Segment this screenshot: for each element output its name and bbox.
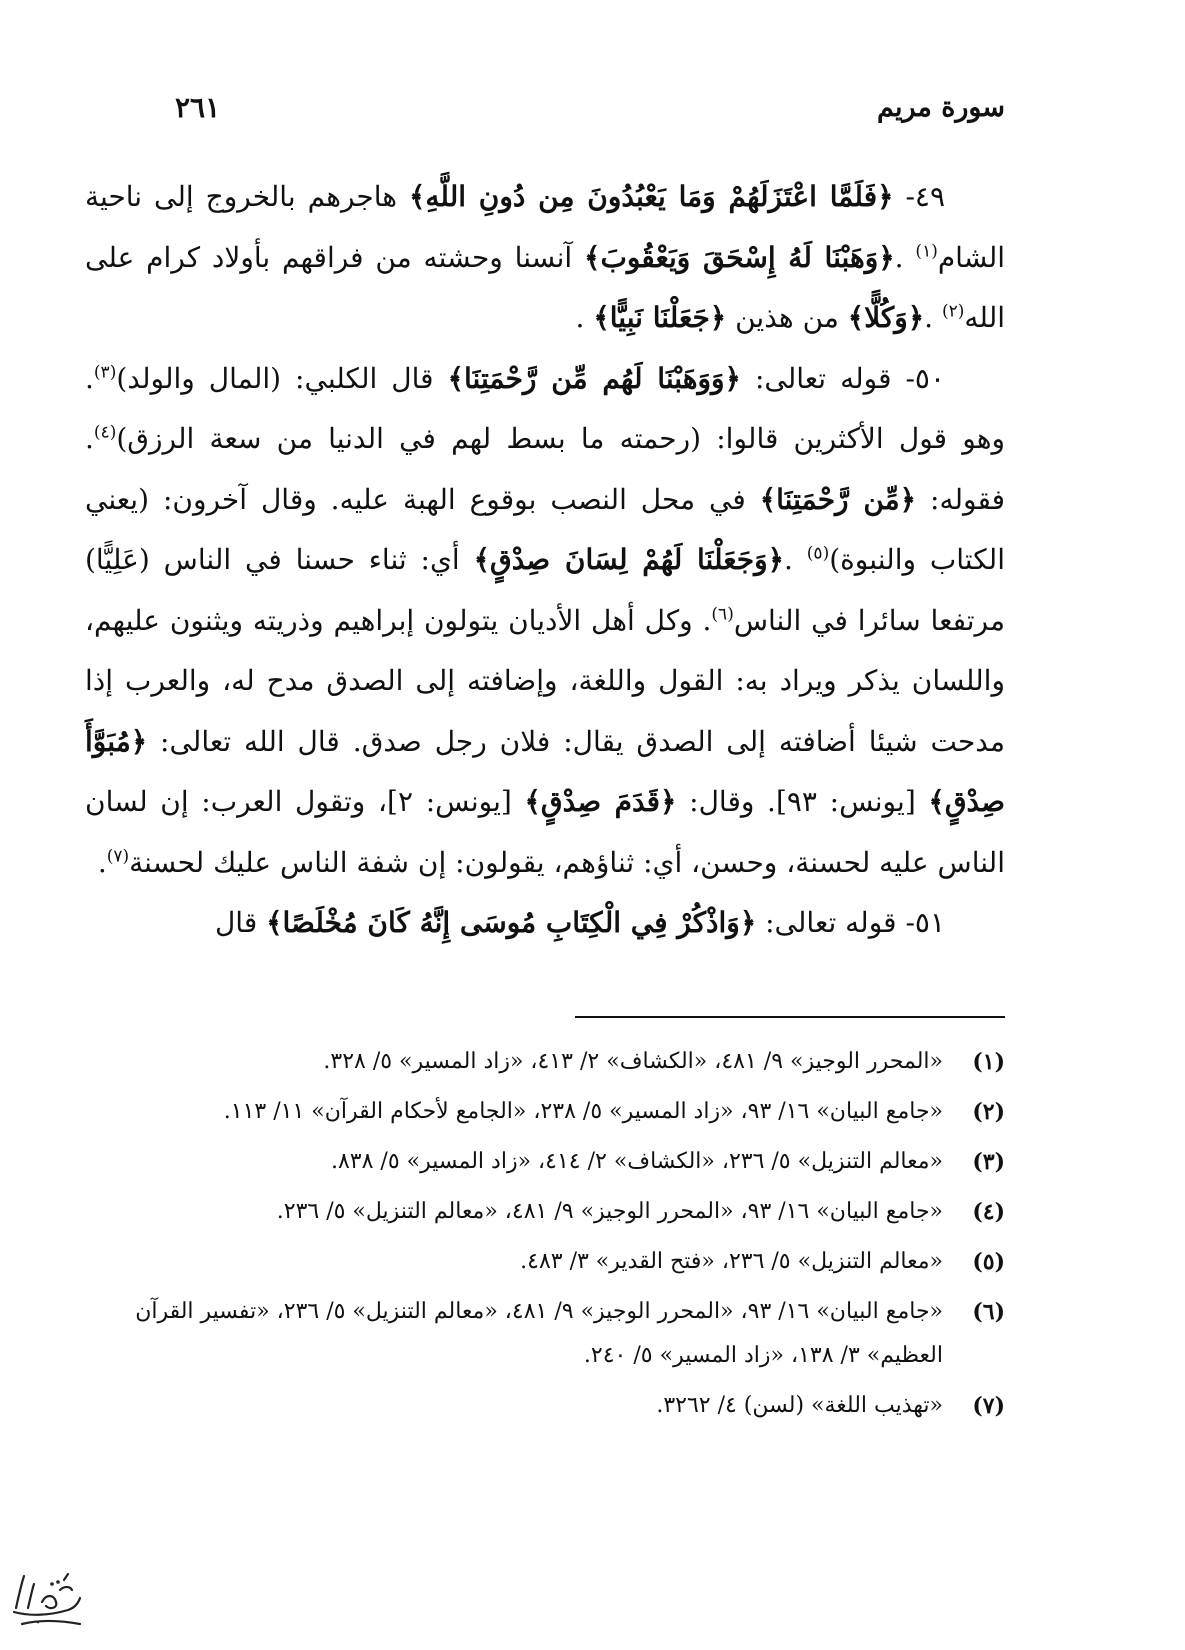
- footnote: [85, 1240, 1005, 1284]
- footnote-reference: (٥): [806, 543, 830, 564]
- footnote-number: (٦): [972, 1299, 1005, 1325]
- body-text: [85, 167, 1005, 954]
- footnote-number: (١): [972, 1049, 1005, 1075]
- quran-verse: ﴿جَعَلْنَا نَبِيًّا﴾: [593, 301, 727, 334]
- body-text-segment: .: [575, 301, 594, 334]
- footnote-reference: (٧): [106, 846, 130, 867]
- body-text-segment: .: [784, 543, 807, 576]
- footnote-text: «معالم التنزيل» ٥/ ٢٣٦، «فتح القدير» ٣/ ٤٨٣.: [520, 1249, 943, 1274]
- page-header: [175, 88, 1005, 134]
- footnotes-list: [85, 1040, 1005, 1434]
- quran-verse: ﴿وَهَبْنَا لَهُ إِسْحَقَ وَيَعْقُوبَ﴾: [584, 240, 895, 274]
- footnote-reference: (١): [915, 241, 938, 262]
- body-text-segment: . وهو قول الأكثرين قالوا: (رحمته ما بسط لهم في الدنيا من سعة الرزق): [85, 361, 1005, 455]
- body-text-segment: [يونس: ٩٣]. وقال:: [676, 785, 929, 818]
- footnote-text: «جامع البيان» ١٦/ ٩٣، «المحرر الوجيز» ٩/ ٤٨١، «معالم التنزيل» ٥/ ٢٣٦، «تفسير القرآن العظيم» ٣/ ١٣٨، «زاد المسير» ٥/ ٢٤٠.: [135, 1299, 943, 1368]
- footnote-reference: (٦): [711, 604, 734, 625]
- footnote-reference: (٤): [93, 422, 117, 443]
- footnote-number: (٥): [972, 1249, 1005, 1275]
- body-text-segment: آنسنا وحشته من فراقهم بأولاد كرام على الله: [85, 240, 1005, 334]
- quran-verse: ﴿وَكُلًّا﴾: [847, 301, 925, 334]
- footnote-text: «المحرر الوجيز» ٩/ ٤٨١، «الكشاف» ٢/ ٤١٣، «زاد المسير» ٥/ ٣٢٨.: [323, 1049, 943, 1074]
- footnote-text: «جامع البيان» ١٦/ ٩٣، «المحرر الوجيز» ٩/ ٤٨١، «معالم التنزيل» ٥/ ٢٣٦.: [276, 1199, 943, 1224]
- calligraphy-logo-icon: [8, 1560, 88, 1640]
- body-text-segment: . فقوله:: [85, 422, 1005, 516]
- footnote-reference: (٣): [93, 362, 117, 383]
- body-text-segment: .: [924, 301, 942, 334]
- quran-verse: ﴿وَجَعَلْنَا لَهُمْ لِسَانَ صِدْقٍ﴾: [473, 543, 784, 576]
- footnote-text: «تهذيب اللغة» (لسن) ٤/ ٣٢٦٢.: [656, 1393, 943, 1418]
- quran-verse: ﴿فَلَمَّا اعْتَزَلَهُمْ وَمَا يَعْبُدُونَ مِن دُونِ اللَّهِ﴾: [409, 180, 894, 213]
- footnote: [85, 1384, 1005, 1428]
- footnote-text: «جامع البيان» ١٦/ ٩٣، «زاد المسير» ٥/ ٢٣٨، «الجامع لأحكام القرآن» ١١/ ١١٣.: [223, 1099, 943, 1124]
- paragraph: [85, 893, 1005, 954]
- body-text-segment: قال: [214, 906, 267, 939]
- footnote-number: (٧): [972, 1393, 1005, 1419]
- footnote: [85, 1040, 1005, 1084]
- footnote-number: (٢): [972, 1099, 1005, 1125]
- body-text-segment: ٥٠- قوله تعالى:: [740, 361, 945, 395]
- footnote-number: (٤): [972, 1199, 1005, 1225]
- surah-title: سورة مريم: [877, 92, 1005, 123]
- footnote-number: (٣): [972, 1149, 1005, 1175]
- footnote-reference: (٢): [941, 301, 965, 322]
- footnote: [85, 1290, 1005, 1378]
- body-text-segment: أي: ثناء حسنا في الناس (عَلِيًّا) مرتفعا سائرا في الناس: [85, 543, 1005, 637]
- paragraph: [85, 167, 1005, 349]
- footnote-divider: [575, 1016, 1005, 1018]
- page-number: ٢٦١: [175, 91, 221, 124]
- body-text-segment: من هذين: [726, 301, 848, 334]
- paragraph: [85, 349, 1005, 894]
- footnote: [85, 1190, 1005, 1234]
- quran-verse: ﴿مُبَوَّأَ صِدْقٍ﴾: [85, 724, 1006, 818]
- footnote: [85, 1140, 1005, 1184]
- footnote: [85, 1090, 1005, 1134]
- footnote-text: «معالم التنزيل» ٥/ ٢٣٦، «الكشاف» ٢/ ٤١٤، «زاد المسير» ٥/ ٨٣٨.: [330, 1149, 943, 1174]
- body-text-segment: . وكل أهل الأديان يتولون إبراهيم وذريته ويثنون عليهم، واللسان يذكر ويراد به: القول واللغة، وإضافته إلى الصدق مدح له، والعرب إذا مدحت شيئا أضافته إلى الصدق يقال: فلان رجل صدق. قال الله تعالى:: [85, 603, 1005, 758]
- body-text-segment: .: [97, 845, 107, 879]
- body-text-segment: [يونس: ٢]، وتقول العرب: إن لسان الناس عليه لحسنة، وحسن، أي: ثناؤهم، يقولون: إن شفة الناس عليك لحسنة: [85, 785, 1005, 879]
- quran-verse: ﴿وَوَهَبْنَا لَهُم مِّن رَّحْمَتِنَا﴾: [447, 361, 741, 395]
- body-text-segment: ٥١- قوله تعالى:: [756, 906, 945, 939]
- quran-verse: ﴿قَدَمَ صِدْقٍ﴾: [524, 785, 677, 818]
- body-text-segment: في محل النصب بوقوع الهبة عليه. وقال آخرون: (يعني الكتاب والنبوة): [85, 482, 1005, 576]
- body-text-segment: ٤٩-: [893, 180, 945, 213]
- quran-verse: ﴿وَاذْكُرْ فِي الْكِتَابِ مُوسَى إِنَّهُ كَانَ مُخْلَصًا﴾: [266, 906, 757, 939]
- body-text-segment: هاجرهم بالخروج إلى ناحية الشام: [85, 180, 1005, 274]
- body-text-segment: قال الكلبي: (المال والولد): [116, 361, 448, 395]
- body-text-segment: .: [894, 240, 916, 274]
- quran-verse: ﴿مِّن رَّحْمَتِنَا﴾: [759, 482, 917, 516]
